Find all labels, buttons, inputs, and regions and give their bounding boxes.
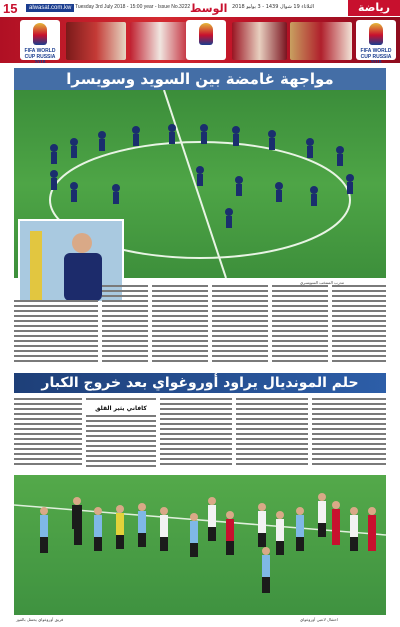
date-line-en: Tuesday 3rd July 2018 - 15:00 year - Issue No.3222 [75,4,191,10]
newspaper-logo: الوسط [190,2,228,15]
photo-caption-left: فريق أوروغواي يحتفل بالفوز [16,617,64,622]
article1-column-5 [272,285,328,368]
trophy-icon [369,23,383,45]
article1-column-4 [212,285,268,368]
site-url[interactable]: alwasat.com.kw [26,4,74,12]
banner-photo-3 [232,22,287,60]
page-number: 15 [3,1,18,16]
photo-caption-right: احتفال لاعبي أوروغواي [300,617,338,622]
article1-column-6 [332,285,386,368]
article2-column-2 [86,415,156,470]
world-cup-banner [0,17,400,63]
article1-column-1 [14,300,98,368]
banner-photo-1 [66,22,126,60]
article2-column-5 [312,398,386,470]
logo-text: FIFA WORLD CUP RUSSIA 2018 [360,48,392,63]
banner-photo-2 [130,22,190,60]
world-cup-logo-left [20,20,60,63]
world-cup-logo-center [186,20,226,60]
article2-column-2-top [86,398,156,404]
article2-column-3 [160,398,232,470]
article2-column-1 [14,398,82,470]
section-label: رياضة [348,0,400,16]
article2-column-4 [236,398,308,470]
article1-column-3 [152,285,208,368]
photo-caption: مدرب المنتخب السويسري [300,280,345,285]
date-line-ar: الثلاثاء 19 شوال 1439 - 3 يوليو 2018 [232,4,315,10]
article2-headline: حلم المونديال يراود أوروغواي بعد خروج الكبار [41,375,359,391]
article2-subhead: كافاني يثير القلق [95,405,147,412]
banner-photo-4 [290,22,352,60]
trophy-icon [199,23,213,45]
world-cup-logo-right [356,20,396,63]
players-illustration [14,475,386,615]
celebration-photo [14,475,386,615]
trophy-icon [33,23,47,45]
logo-text: FIFA WORLD CUP RUSSIA 2018 [24,48,56,63]
article1-headline: مواجهة غامضة بين السويد وسويسرا [66,70,334,88]
article1-column-2 [102,285,148,368]
